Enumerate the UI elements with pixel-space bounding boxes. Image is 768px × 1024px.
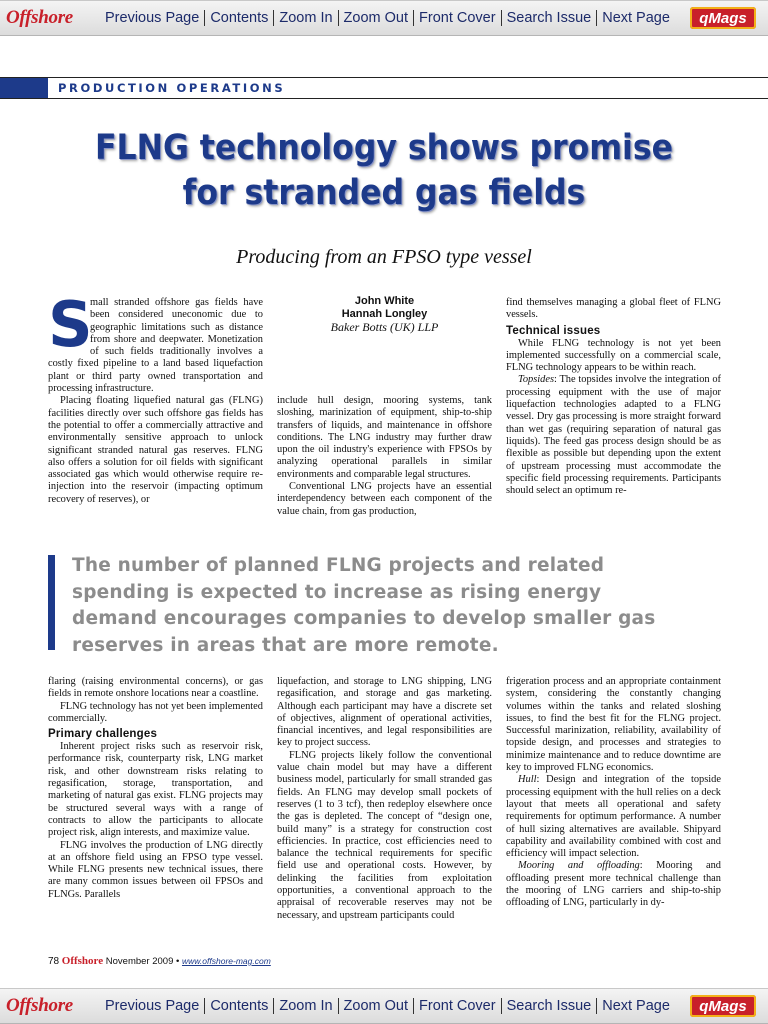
- search-issue-link[interactable]: Search Issue: [502, 998, 598, 1014]
- paragraph: liquefaction, and storage to LNG shipping, LNG regasification, and storage and gas marketing. Although each participant may have a discrete set of objectives, alignment of operational activities, financial incentives, and legal responsibilities are key to project success.: [277, 676, 492, 749]
- section-accent-block: [0, 78, 48, 98]
- paragraph: find themselves managing a global fleet of FLNG vessels.: [506, 297, 721, 321]
- page-folio: [48, 955, 271, 967]
- paragraph: frigeration process and an appropriate containment system, considering the constantly changing volumes within the tanks and related sloshing issues, to find the best fit for the FLNG project. Successful marinization, reliability, availability of topside design, and processes and strategies to minimize maintenance and to reduce downtime are key to improved FLNG economics.: [506, 676, 721, 774]
- paragraph: [506, 374, 721, 497]
- next-page-link[interactable]: Next Page: [602, 10, 670, 26]
- paragraph: Inherent project risks such as reservoir risk, performance risk, counterparty risk, LNG market risk, and other downstream risks relating to regasification, storage, transportation, and marketing of natural gas exist. FLNG projects may be structured several ways with a range of contracts to allow the participants to allocate project risk, align interests, and maximize value.: [48, 741, 263, 839]
- article-subtitle: Producing from an FPSO type vessel: [236, 246, 532, 268]
- run-in-label: Topsides: [518, 374, 554, 386]
- column-3-bottom: [506, 676, 721, 944]
- section-heading: Primary challenges: [48, 728, 158, 741]
- top-nav: [100, 10, 690, 26]
- column-2-top: [277, 395, 492, 540]
- next-page-link[interactable]: Next Page: [602, 998, 670, 1014]
- run-in-label: Mooring and offloading: [518, 860, 640, 872]
- front-cover-link[interactable]: Front Cover: [414, 998, 502, 1014]
- paragraph: include hull design, mooring systems, tank sloshing, marinization of equipment, ship-to-ship transfers of liquids, and maintenance in offshore conditions. The LNG industry may further draw upon the oil industry's experience with FPSOs by analyzing operational parallels in similar environments and comparable legal structures.: [277, 395, 492, 480]
- column-2-bottom: [277, 676, 492, 944]
- section-label: PRODUCTION OPERATIONS: [58, 81, 286, 95]
- drop-cap: S: [48, 297, 93, 361]
- paragraph-text: : Mooring and offloading present more technical challenge than the mooring of LNG carriers and ship-to-ship offloading of LNG, particularly in dy-: [506, 860, 721, 909]
- pull-quote-bar: [48, 555, 55, 650]
- contents-link[interactable]: Contents: [205, 10, 274, 26]
- contents-link[interactable]: Contents: [205, 998, 274, 1014]
- paragraph: While FLNG technology is not yet been implemented successfully on a commercial scale, FLNG technology appears to be within reach.: [506, 337, 721, 374]
- headline-line-2: for stranded gas fields: [182, 173, 586, 213]
- folio-brand: Offshore: [61, 955, 104, 967]
- paragraph: FLNG involves the production of LNG directly at an offshore field using an FPSO type vessel. While FLNG presents new technical issues, there are many common issues between oil FPSOs and FLNGs. Parallels: [48, 839, 263, 900]
- paragraph: FLNG technology has not yet been implemented commercially.: [48, 700, 263, 724]
- offshore-logo[interactable]: Offshore: [6, 7, 73, 28]
- folio-bullet: •: [176, 956, 180, 967]
- article-headline: [92, 126, 675, 216]
- headline-line-1: FLNG technology shows promise: [95, 128, 673, 168]
- page-number: 78: [48, 956, 60, 967]
- section-heading: Technical issues: [506, 324, 601, 337]
- zoom-in-link[interactable]: Zoom In: [274, 10, 338, 26]
- pull-quote: The number of planned FLNG projects and related spending is expected to increase as rising energy demand encourages companies to develop smaller gas reserves in areas that are more remote.: [72, 555, 656, 656]
- bottom-nav: [100, 998, 690, 1014]
- previous-page-link[interactable]: Previous Page: [100, 10, 205, 26]
- paragraph-text: : The topsides involve the integration of processing equipment with the use of major liquefaction technologies adapted to a FLNG vessel. Dry gas processing is more straight forward than wet gas (requiring separation of natural gas liquids). The feed gas process design should be as flexible as possible but depending upon the extent of upstream processing must accommodate the specific field processing requirements. Participants should select an optimum re-: [506, 374, 721, 497]
- front-cover-link[interactable]: Front Cover: [414, 10, 502, 26]
- bottom-toolbar: [0, 988, 768, 1024]
- author-name: Hannah Longley: [341, 307, 428, 320]
- paragraph: flaring (raising environmental concerns), or gas fields in remote onshore locations near a coastline.: [48, 676, 263, 700]
- author-block: [277, 295, 492, 335]
- paragraph: mall stranded offshore gas fields have been considered uneconomic due to geographic limitations such as distance from shore and deepwater. Monetization of such fields traditionally involves a costly fixed pipeline to a land based liquefaction plant or third party owned transportation and processing infrastructure.: [48, 297, 263, 395]
- author-firm: Baker Botts (UK) LLP: [330, 320, 439, 334]
- search-issue-link[interactable]: Search Issue: [502, 10, 598, 26]
- issue-date: November 2009: [105, 956, 174, 967]
- top-toolbar: [0, 0, 768, 36]
- column-1-top: [48, 297, 263, 540]
- column-1-bottom: [48, 676, 263, 944]
- zoom-in-link[interactable]: Zoom In: [274, 998, 338, 1014]
- offshore-logo[interactable]: Offshore: [6, 995, 73, 1016]
- qmags-logo[interactable]: qMags: [690, 995, 756, 1017]
- paragraph: [506, 774, 721, 860]
- paragraph-text: : Design and integration of the topside processing equipment with the hull relies on a deck layout that meets all operational and safety requirements for optimum performance. A number of hull sizing alternatives are available. Shipyard capability and availability combined with cost and efficiency will impact selection.: [506, 774, 721, 860]
- run-in-label: Hull: [518, 774, 537, 786]
- paragraph: [506, 860, 721, 909]
- zoom-out-link[interactable]: Zoom Out: [339, 10, 414, 26]
- section-bar: [0, 77, 768, 99]
- website-link[interactable]: www.offshore-mag.com: [181, 956, 271, 966]
- paragraph: Placing floating liquefied natural gas (FLNG) facilities directly over such offshore gas fields has the potential to offer a commercially attractive and environmentally sensitive approach to unlock significant stranded natural gas reserves. FLNG also offers a solution for oil fields with significant associated gas which would otherwise require re-injection into the reservoir (impacting optimum recovery of reserves), or: [48, 395, 263, 505]
- column-3-top: [506, 297, 721, 540]
- previous-page-link[interactable]: Previous Page: [100, 998, 205, 1014]
- paragraph: FLNG projects likely follow the conventional value chain model but may have a different business model, particularly for small stranded gas fields. An FLNG may develop small pockets of reserves (1 to 3 tcf), then redeploy elsewhere once the gas is depleted. The concept of “design one, build many” is a strategy for construction cost efficiencies. In practice, cost efficiencies need to balance the technical requirements for specific field use and operational costs. However, by delinking the facilities from exploitation opportunities, a conventional approach to the appraisal of recoverable reserves may not be necessary, and upstream participants could: [277, 749, 492, 921]
- author-name: John White: [354, 295, 415, 307]
- zoom-out-link[interactable]: Zoom Out: [339, 998, 414, 1014]
- qmags-logo[interactable]: qMags: [690, 7, 756, 29]
- paragraph: Conventional LNG projects have an essential interdependency between each component of the value chain, from gas production,: [277, 481, 492, 517]
